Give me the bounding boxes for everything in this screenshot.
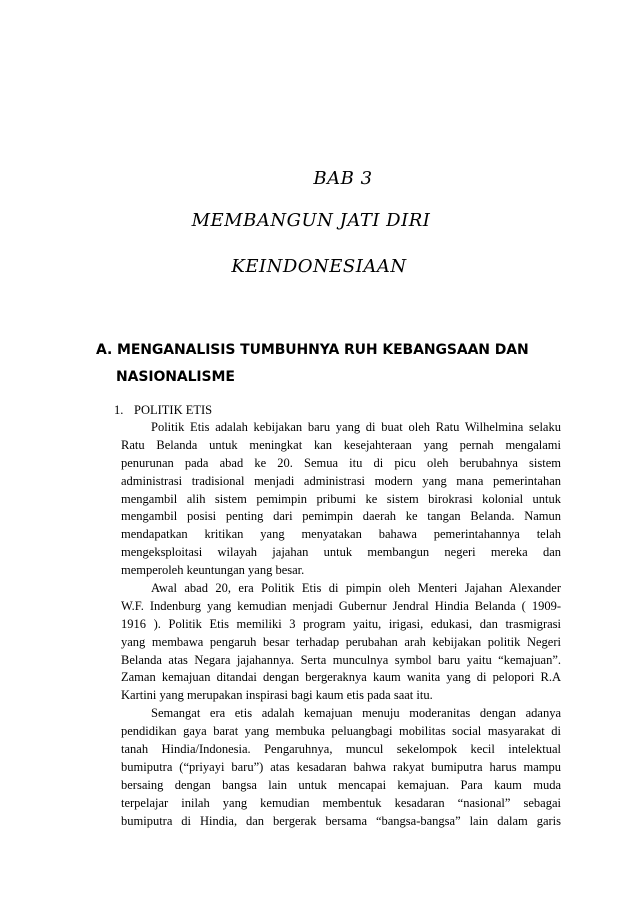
body-line: bumiputra di Hindia, dan bergerak bersama “bangsa-bangsa” lain dalam garis [121,813,561,828]
body-line: bumiputra (“priyayi baru”) atas kesadaran bahwa rakyat bumiputra harus mampu [121,759,561,774]
body-line: Ratu Belanda untuk meningkat kan kesejahteraan yang pernah mengalami [121,437,561,452]
body-line: memperoleh keuntungan yang besar. [121,563,305,578]
body-line: 1916 ). Politik Etis memiliki 3 program yaitu, irigasi, edukasi, dan trasmigrasi [121,616,561,631]
body-line: administrasi tradisional menjadi administrasi modern yang mana pemerintahan [121,473,561,488]
body-line: W.F. Indenburg yang kemudian menjadi Gubernur Jendral Hindia Belanda ( 1909- [121,598,561,613]
body-line: Belanda atas Negara jajahannya. Serta munculnya symbol baru yaitu “kemajuan”. [121,652,561,667]
subsection-heading [114,404,212,417]
body-line: Kartini yang merupakan inspirasi bagi kaum etis pada saat itu. [121,688,433,703]
body-line: mengambil alih sistem pemimpin pribumi ke sistem birokrasi kolonial untuk [121,491,561,506]
subsection-number: 1. [114,403,124,417]
chapter-title-line-1: MEMBANGUN JATI DIRI [191,210,431,231]
body-line: Semangat era etis adalah kemajuan menuju moderanitas dengan adanya [151,706,561,721]
body-line: Politik Etis adalah kebijakan baru yang di buat oleh Ratu Wilhelmina selaku [151,420,561,434]
body-line: tanah Hindia/Indonesia. Pengaruhnya, muncul sekelompok kecil intelektual [121,742,561,757]
body-line: mengeksploitasi wilayah jajahan untuk membangun negeri mereka dan [121,545,561,560]
body-line: Zaman kemajuan ditandai dengan bergeraknya kaum wanita yang di pelopori R.A [121,670,561,685]
body-text [121,419,561,830]
body-line: pendidikan gaya barat yang membuka peluangbagi mobilitas social masyarakat di [121,724,561,739]
chapter-number: BAB 3 [313,168,373,189]
section-heading-line-2: NASIONALISME [116,369,235,385]
body-line: penurunan pada abad ke 20. Semua itu di picu oleh berubahnya sistem [121,455,561,470]
body-line: mendapatkan kritikan yang menyatakan bahawa pemerintahannya telah [121,527,561,542]
body-line: bersaing dengan bangsa lain untuk mencapai kemajuan. Para kaum muda [121,777,561,792]
body-line: mengambil posisi penting dari pemimpin daerah ke tangan Belanda. Namun [121,509,561,524]
body-line: terpelajar inilah yang kemudian membentuk kesadaran “nasional” sebagai [121,795,561,810]
body-line: yang membawa pengaruh besar terhadap perubahan arah kebijakan politik Negeri [121,634,561,649]
section-heading-line-1: A. MENGANALISIS TUMBUHNYA RUH KEBANGSAAN DAN [96,342,529,358]
body-line: Awal abad 20, era Politik Etis di pimpin oleh Menteri Jajahan Alexander [151,581,561,596]
chapter-title-line-2: KEINDONESIAAN [231,256,407,277]
subsection-title: POLITIK ETIS [134,403,213,417]
